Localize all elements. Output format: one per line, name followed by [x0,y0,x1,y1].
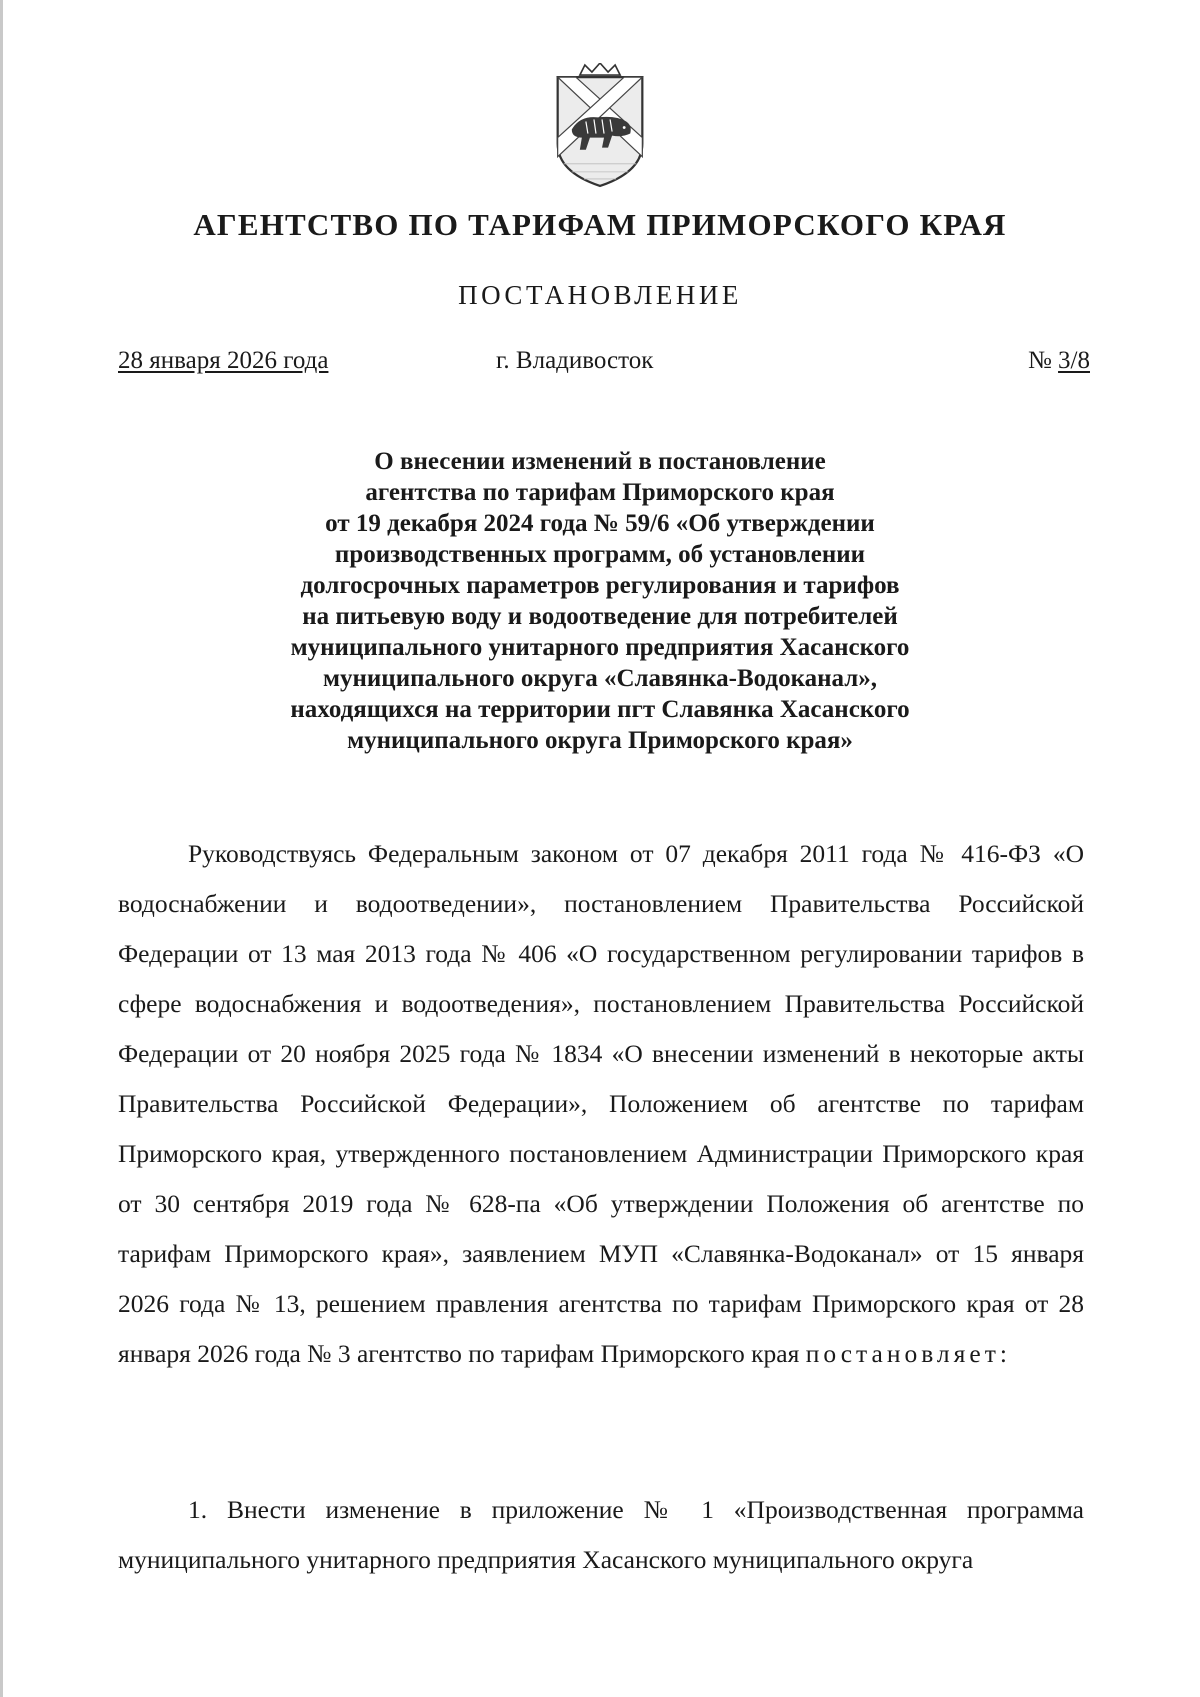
title-line: О внесении изменений в постановление [374,448,826,475]
item-1-paragraph [118,1485,1084,1585]
title-line: муниципального округа Приморского края» [347,727,853,754]
item-1-text: 1. Внести изменение в приложение № 1 «Производственная программа муниципального унитарного предприятия Хасанского муниципального округа [118,1495,1084,1574]
document-number-prefix: № [1027,347,1059,374]
title-line: муниципального округа «Славянка-Водоканал», [322,665,878,692]
document-number-value: 3/8 [1058,347,1090,374]
title-line: агентства по тарифам Приморского края [365,479,835,506]
title-line: на питьевую воду и водоотведение для потребителей [302,603,898,630]
document-type: ПОСТАНОВЛЕНИЕ [458,280,742,310]
resolves-text: постановляет: [805,1339,1011,1368]
title-line: долгосрочных параметров регулирования и тарифов [300,572,900,599]
title-line: муниципального унитарного предприятия Хасанского [290,634,910,661]
document-city: г. Владивосток [496,347,654,374]
document-number [1028,347,1090,375]
document-title [180,446,1020,756]
preamble-paragraph [118,829,1084,1379]
title-line: находящихся на территории пгт Славянка Хасанского [290,696,910,723]
title-line: от 19 декабря 2024 года № 59/6 «Об утверждении [325,510,875,537]
title-line: производственных программ, об установлении [334,541,866,568]
agency-name: АГЕНТСТВО ПО ТАРИФАМ ПРИМОРСКОГО КРАЯ [193,207,1007,242]
primorsky-krai-coat-of-arms-icon [549,63,651,189]
scan-edge [0,0,3,1697]
document-date: 28 января 2026 года [118,347,329,374]
preamble-text: Руководствуясь Федеральным законом от 07 декабря 2011 года № 416-ФЗ «О водоснабжении и водоотведении», постановлением Правительства Российской Федерации от 13 мая 2013 года № 406 «О государственном регулировании тарифов в сфере водоснабжения и водоотведения», постановлением Правительства Российской Федерации от 20 ноября 2025 года № 1834 «О внесении изменений в некоторые акты Правительства Российской Федерации», Положением об агентстве по тарифам Приморского края, утвержденного постановлением Администрации Приморского края от 30 сентября 2019 года № 628-па «Об утверждении Положения об агентстве по тарифам Приморского края», заявлением МУП «Славянка-Водоканал» от 15 января 2026 года № 13, решением правления агентства по тарифам Приморского края от 28 января 2026 года № 3 агентство по тарифам Приморского края [118,839,1084,1368]
